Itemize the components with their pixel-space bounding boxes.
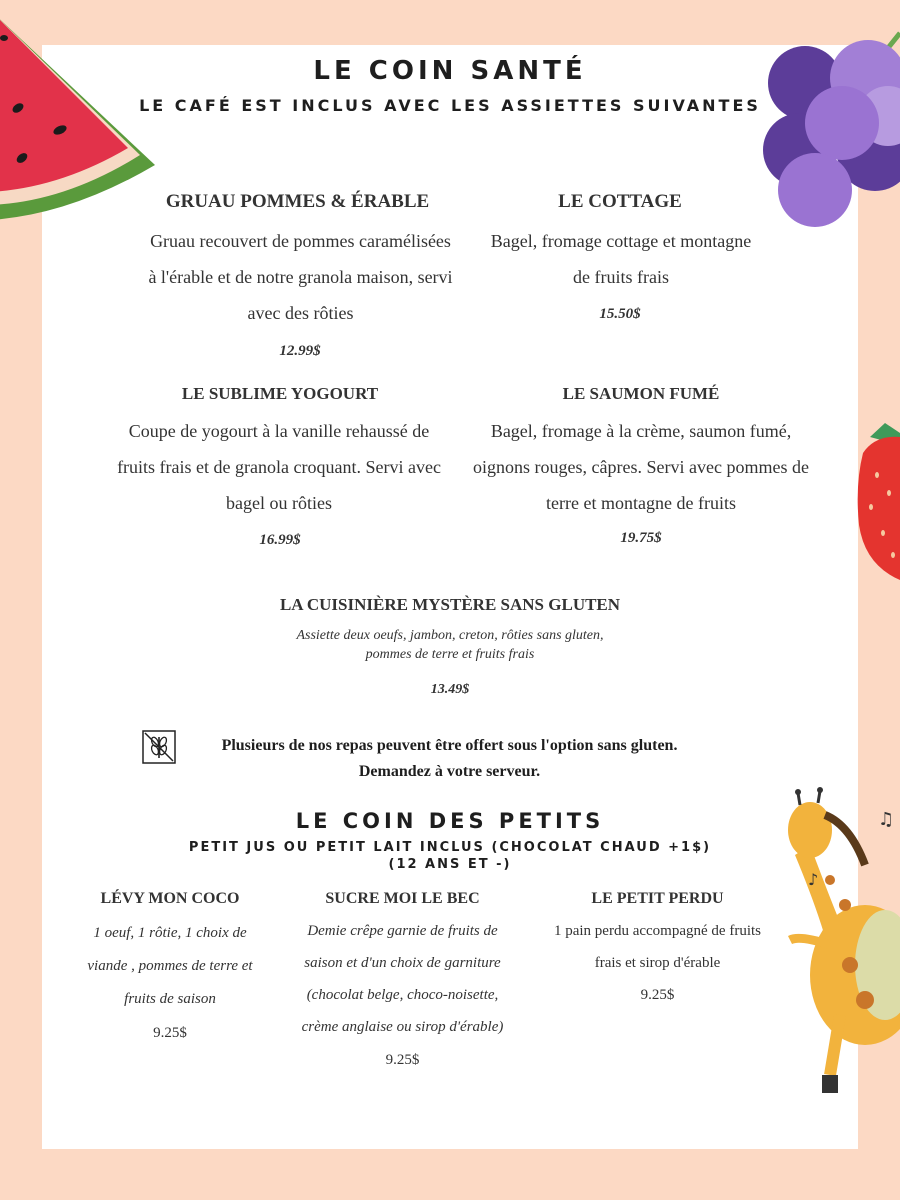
gluten-note-line: Plusieurs de nos repas peuvent être offert sous l'option sans gluten.	[221, 737, 678, 754]
kids-item-price: 9.25$	[385, 1052, 420, 1068]
kids-item-name: LÉVY MON COCO	[100, 890, 240, 907]
item-price: 19.75$	[620, 530, 662, 546]
kids-item-name: LE PETIT PERDU	[591, 890, 724, 907]
item-name: LE COTTAGE	[558, 191, 682, 212]
item-description: Bagel, fromage à la crème, saumon fumé, oignons rouges, câpres. Servi avec pommes de terre et montagne de fruits	[473, 421, 809, 513]
strawberry-icon	[855, 415, 900, 580]
item-description: Coupe de yogourt à la vanille rehaussé de fruits frais et de granola croquant. Servi avec bagel ou rôties	[117, 421, 441, 513]
gluten-note	[182, 733, 717, 785]
svg-text:♫: ♫	[878, 809, 895, 830]
kids-section-subtitle: PETIT JUS OU PETIT LAIT INCLUS (CHOCOLAT CHAUD +1$)	[188, 840, 712, 855]
kids-item-price: 9.25$	[153, 1025, 187, 1041]
item-description: Bagel, fromage cottage et montagne de fruits frais	[490, 231, 752, 287]
item-name: LE SAUMON FUMÉ	[562, 384, 720, 403]
page-subtitle: LE CAFÉ EST INCLUS AVEC LES ASSIETTES SUIVANTES	[139, 96, 761, 115]
item-price: 15.50$	[599, 306, 641, 322]
page-title: LE COIN SANTÉ	[313, 56, 587, 86]
kids-item-description: 1 oeuf, 1 rôtie, 1 choix de viande , pommes de terre et fruits de saison	[87, 925, 253, 1007]
kids-section-age: (12 ANS ET -)	[388, 857, 512, 872]
item-name: LE SUBLIME YOGOURT	[181, 384, 379, 403]
item-price: 12.99$	[279, 343, 321, 359]
kids-section-title: LE COIN DES PETITS	[295, 809, 605, 833]
kids-item-name: SUCRE MOI LE BEC	[325, 890, 480, 907]
item-description-line: Assiette deux oeufs, jambon, creton, rôties sans gluten,	[296, 628, 604, 643]
item-name: GRUAU POMMES & ÉRABLE	[165, 191, 430, 212]
kids-item-price: 9.25$	[640, 987, 675, 1003]
svg-text:♪: ♪	[808, 870, 819, 889]
item-description	[150, 626, 750, 664]
item-name: LA CUISINIÈRE MYSTÈRE SANS GLUTEN	[279, 595, 621, 614]
item-price: 16.99$	[259, 532, 301, 548]
gluten-free-icon	[142, 730, 176, 764]
item-description-line: pommes de terre et fruits frais	[365, 647, 535, 662]
gluten-note-line: Demandez à votre serveur.	[358, 763, 541, 780]
kids-item-description: 1 pain perdu accompagné de fruits frais et sirop d'érable	[553, 923, 761, 971]
item-description: Gruau recouvert de pommes caramélisées à l'érable et de notre granola maison, servi avec des rôties	[148, 231, 453, 323]
kids-item-description: Demie crêpe garnie de fruits de saison et d'un choix de garniture (chocolat belge, choco-noisette, crème anglaise ou sirop d'érable)	[301, 923, 504, 1035]
item-price: 13.49$	[430, 682, 470, 697]
